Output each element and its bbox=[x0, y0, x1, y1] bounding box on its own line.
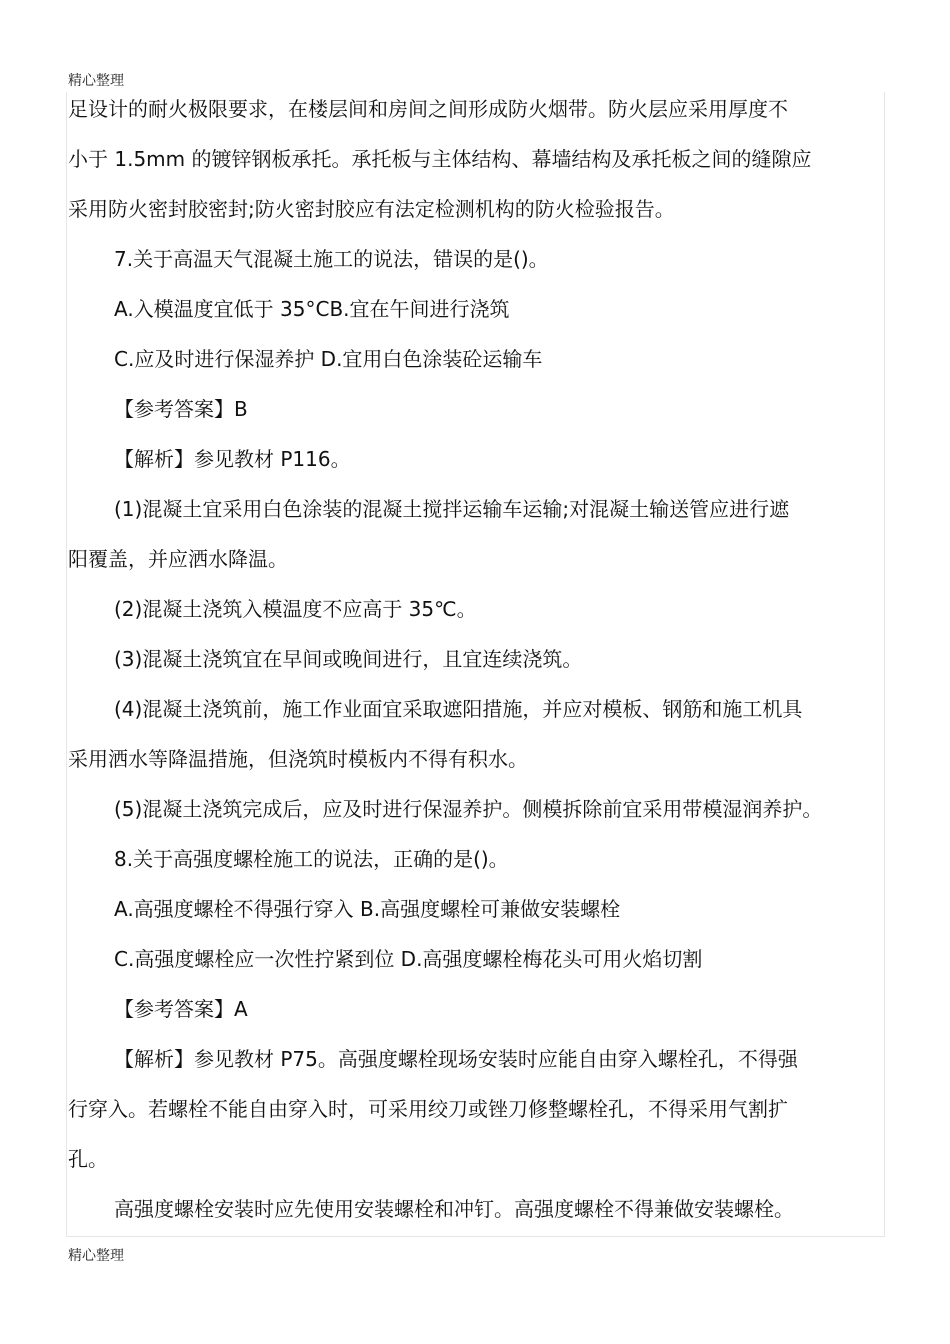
paragraph-line: 足设计的耐火极限要求，在楼层间和房间之间形成防火烟带。防火层应采用厚度不 bbox=[68, 97, 788, 121]
closing-paragraph: 高强度螺栓安装时应先使用安装螺栓和冲钉。高强度螺栓不得兼做安装螺栓。 bbox=[114, 1197, 794, 1221]
question-8-options-cd: C.高强度螺栓应一次性拧紧到位 D.高强度螺栓梅花头可用火焰切割 bbox=[114, 947, 703, 971]
analysis-item-2: (2)混凝土浇筑入模温度不应高于 35℃。 bbox=[114, 597, 477, 621]
question-8-analysis: 【解析】参见教材 P75。高强度螺栓现场安装时应能自由穿入螺栓孔，不得强 bbox=[114, 1047, 798, 1071]
analysis-item-3: (3)混凝土浇筑宜在早间或晚间进行，且宜连续浇筑。 bbox=[114, 647, 583, 671]
question-8-options-ab: A.高强度螺栓不得强行穿入 B.高强度螺栓可兼做安装螺栓 bbox=[114, 897, 621, 921]
question-7-answer: 【参考答案】B bbox=[114, 397, 248, 421]
analysis-item-4-continued: 采用洒水等降温措施，但浇筑时模板内不得有积水。 bbox=[68, 747, 528, 771]
analysis-item-1-continued: 阳覆盖，并应洒水降温。 bbox=[68, 547, 288, 571]
paragraph-line: 小于 1.5mm 的镀锌钢板承托。承托板与主体结构、幕墙结构及承托板之间的缝隙应 bbox=[68, 147, 812, 171]
analysis-item-5: (5)混凝土浇筑完成后，应及时进行保湿养护。侧模拆除前宜采用带模湿润养护。 bbox=[114, 797, 823, 821]
page-header-label: 精心整理 bbox=[68, 73, 124, 89]
analysis-item-4: (4)混凝土浇筑前，施工作业面宜采取遮阳措施，并应对模板、钢筋和施工机具 bbox=[114, 697, 803, 721]
question-7-stem: 7.关于高温天气混凝土施工的说法，错误的是()。 bbox=[114, 247, 549, 271]
question-8-stem: 8.关于高强度螺栓施工的说法，正确的是()。 bbox=[114, 847, 509, 871]
question-8-answer: 【参考答案】A bbox=[114, 997, 248, 1021]
question-7-options-cd: C.应及时进行保湿养护 D.宜用白色涂装砼运输车 bbox=[114, 347, 543, 371]
page-frame-right-border bbox=[884, 92, 885, 1237]
question-7-analysis-heading: 【解析】参见教材 P116。 bbox=[114, 447, 351, 471]
paragraph-line: 采用防火密封胶密封;防火密封胶应有法定检测机构的防火检验报告。 bbox=[68, 197, 675, 221]
page-footer-label: 精心整理 bbox=[68, 1248, 124, 1264]
page-frame-left-border bbox=[66, 92, 67, 1237]
question-8-analysis-end: 孔。 bbox=[68, 1147, 108, 1171]
question-7-options-ab: A.入模温度宜低于 35°CB.宜在午间进行浇筑 bbox=[114, 297, 510, 321]
page-frame-bottom-border bbox=[66, 1236, 885, 1237]
document-body bbox=[68, 86, 883, 1236]
question-8-analysis-continued: 行穿入。若螺栓不能自由穿入时，可采用绞刀或锉刀修整螺栓孔，不得采用气割扩 bbox=[68, 1097, 788, 1121]
analysis-item-1: (1)混凝土宜采用白色涂装的混凝土搅拌运输车运输;对混凝土输送管应进行遮 bbox=[114, 497, 790, 521]
